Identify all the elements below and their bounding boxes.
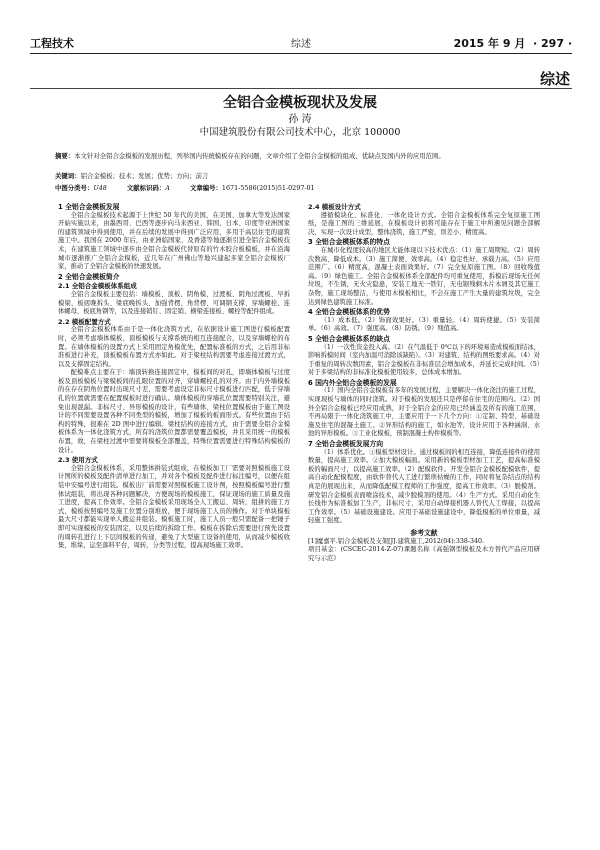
clc-value: U48 xyxy=(93,184,107,192)
issue-date: 2015 年 9 月 xyxy=(453,37,526,50)
classification-line xyxy=(55,183,545,192)
heading-s5: 5 全铝合金模板体系的缺点 xyxy=(308,334,390,343)
doc-code-label: 文献标识码： xyxy=(126,184,166,192)
keywords-text: 铝合金模板；技术；发展；优势；方向；前言 xyxy=(80,172,209,180)
paragraph: （1）国内全铝合金模板有多年的发展过程，主要解决一体化浇注的施工过程，实现现板与墙体的同时浇筑。对于模板的发展还只是停留在住宅的范围内。（2）国外全铝合金模板已经应用成熟，对于全铝合金的应用已经涵盖及所有的施工范围，不再局限于一体化浇筑施工中，主要应用于一下几个方向：①定制、特型、基础设施及住宅的混凝土施工。②异形结构的施工，如水池等，设计应用于各种涵洞、水池的异形模板。③工业化模板，预制混凝土构件模板等。 xyxy=(308,387,540,438)
section-label: 综述 xyxy=(539,70,570,88)
article-affiliation: 中国建筑股份有限公司技术中心，北京 100000 xyxy=(199,127,401,138)
paragraph: （1）一次性资金投入高。（2）在气温低于 0℃以下的环境易造成模板面结冰，影响拆模时间（室内加温可消除该缺陷）。（3）对建筑、结构的图纸要求高。（4）对于重复的周转次数因素，铝合金模板在非标准层会增加成本，并延长完成时间。（5）对于多梁结构的非标准化模板使用较多，总体成本增加。 xyxy=(308,343,540,377)
section-rule xyxy=(30,88,572,89)
paragraph: 配模难点主要在于：墙顶转换连接固定中，模板间的对孔，即墙体模板与过度板及顶板模板与梁模板间的孔眼位置的对齐，穿墙螺栓孔的对齐。由于内外墙模板的在存在阴角位置时出现尺寸差，需要考虑设定非标尺寸模板进行匹配，低于穿墙孔的位置就需要在配置模板时进行确认。墙体模板的穿墙孔位置需要特别关注，避免出现混漏。非标尺寸、异形模板的设计，有些墙体、梁柱位置模板由于施工图设计的不同需要设置各种不同类型的模板，增加了模板的板面形式。有些位置由于结构的特殊，很难在 2D 图中进行编辑。梁柱结构的连接方式，由于需要全铝合金模板体系为一体化浇筑方式，所有的浇筑位置都需要覆盖模板，并且采用统一的模板布置，故，在梁柱过渡中需要将模板全部覆盖，特殊位置需要进行特殊结构模板的设计。 xyxy=(58,369,290,454)
reference-item: [1]魔嘉平.铝合金模板及支架[J].建筑施工,2012(04):338-340. xyxy=(308,537,485,545)
abstract-label: 摘要： xyxy=(55,152,75,160)
paragraph: （1）成本低。（2）饰面效果好。（3）重量轻。（4）周转使捷。（5）安装简单。（6）高效。（7）强度高。（8）防锈。（9）残值高。 xyxy=(308,316,540,333)
clc-label: 中图分类号： xyxy=(55,184,94,192)
paragraph: 遵循模块化、标准化、一体化设计方式。全铝合金模板体系完全复原施工图纸，是施工图的三维延展，在模板设计初将可能存在于施工中所遇见问题全部解决，实现一次设计成型，整体浇筑，施工严密，误差小、精度高。 xyxy=(308,211,540,236)
journal-name: 工程技术 xyxy=(30,37,74,50)
paragraph: （1）体系优化。①模板型材设计。通过模板间的相互连接，降低连接件的使用数量，提高施工效率。②加大模板幅面。采用新的模板型材加工工艺，提高标准模板的幅面尺寸，以提高施工效率。（2）配模软件。开发全铝合金模板配模软件，提高自动化配模程度，由软件替代人工进行繁琐枯燥的工作，同时将复杂结点的结构真是的展现出来，从而降低配模工程师的工作强度，提高工作效率。（3）脱模剂。研发铝合金模板表面喷涂技术，减少脱模剂的使用。（4）生产方式。采用自动化生长线作为标准板加工生产，非标尺寸，采用自动焊接机器人替代人工焊接，以提高工作效率。（5）基础设施建设。应用于基础设施建设中，降低模板的单位重量，减轻施工强度。 xyxy=(308,448,540,525)
project-fund-note: 项目基金：(CSCEC-2014-Z-07)课题名称《高强钢型模板及木方替代产品应用研究与示范》 xyxy=(308,546,540,562)
article-author: 孙 涛 xyxy=(288,114,312,125)
doc-code-value: A xyxy=(165,184,170,192)
paragraph: 全铝合金模板技术起源于上世纪 50 年代的美国，在美国、加拿大等发达国家开始实施以来，由墨西哥、巴西等逐步向马来西亚、韩国、日本、印度等亚洲国家的建筑领域中得到使用，并在后续的发展中得到广泛应用，多用于高层住宅的建筑施工中。我国在 2000 年后，由亚洲临国家、及香港等地逐渐引进全铝合金模板技术，在建筑施工领域中逐步由全铝合金模板代替原有的竹木胶合板模板，并在沿海城市逐渐推广全铝合金模板，近几年在广州佛山等地兴建起多家全铝合金模板厂家，推动了全铝合金模板的快速发展。 xyxy=(58,211,290,271)
heading-s21: 2.1 全铝合金模板体系组成 xyxy=(58,282,137,291)
header-rule xyxy=(30,53,572,54)
paragraph: 全铝合金模板主要包括：墙模板、顶板、阴角模、过渡板、阴角过渡板、早拆模梁、板底晚拆头、梁底晚拆头、加强背楞、角背楞、可调钢支撑、穿墙螺栓、连体螺母、板底角钢等，以及连接销钉、固定销、横梁连接板、螺栓等配件组成。 xyxy=(58,290,290,316)
heading-s23: 2.3 使用方式 xyxy=(58,456,98,465)
heading-s3: 3 全铝合金模板体系的特点 xyxy=(308,238,390,247)
article-no-value: 1671-5586(2015)51-0297-01 xyxy=(221,184,315,192)
keywords xyxy=(55,171,545,180)
header-category: 综述 xyxy=(291,39,311,50)
heading-s1: 1 全铝合金模板发展 xyxy=(58,203,120,211)
paragraph: 全铝合金模板体系，采用整体拼装式组成，在模板加工厂需要对照模板施工设计图所的模板及配件清单进行加工，并对各个模板及配件进行标注编号，以便在组装中安编号进行组装。模板出厂前需要对照模板施工设计图，按照模板编号进行整体试组装，将出现各种问题解决，方便现场的模板施工，保证现场的施工质量及施工进度，提高工作效率。全铝合金模板采用现场全人工搬运、周转，组拼的施工方式，模板按照编号及施工位置分别堆放，便于现场施工人员的操作。对于单块模板最大尺寸都能实现单人搬运并组装。模板施工时，施工人员一般只需配备一把锤子即可实现模板的安装固定，以及后续的拆除工作。模板在拆除后需要进行预先设置的周转孔进行上下层间模板的传递，避免了大型施工设备的使用，从而减少模板收集，堆垛，运至落料平台，周转，分类等过程，提高现场施工效率。 xyxy=(58,464,290,550)
heading-s7: 7 全铝合金模板发展方向 xyxy=(308,440,384,449)
heading-s4: 4 全铝合金模板体系的优势 xyxy=(308,308,390,317)
article-no-label: 文章编号： xyxy=(189,184,222,192)
article-title: 全铝合金模板现状及发展 xyxy=(223,95,377,111)
heading-s22: 2.2 模板配置方式 xyxy=(58,317,111,326)
left-column xyxy=(58,202,290,657)
page-number: · 297 · xyxy=(533,37,572,50)
right-column xyxy=(308,202,540,722)
paragraph: 全铝合金模板体系由于是一体化浇筑方式，在依据设计施工图进行模板配置时，必须考虑墙体模板、顶板模板与支撑系统的相互连接配合，以及穿墙螺栓的布置。在墙体模板的设置方式上采用固定角模优先，配置标准板的方式，之后用非标准板进行补充，顶板模板布置方式亦如此。对于梁柱结构需要考虑连接过渡方式，以及支撑固定结构。 xyxy=(58,326,290,368)
heading-s24: 2.4 模板设计方式 xyxy=(308,203,361,211)
issue-page xyxy=(454,35,572,51)
heading-s6: 6 国内外全铝合金模板的发展 xyxy=(308,378,397,387)
running-header xyxy=(30,35,572,53)
abstract-text: 本文针对全铝合金模板的发展历程，列举国内传统模板存在的问题，文章介绍了全铝合金模板的组成、优缺点及国内外的应用范围。 xyxy=(74,152,445,160)
keywords-label: 关键词： xyxy=(55,172,81,180)
references-heading: 参考文献 xyxy=(410,528,438,537)
abstract xyxy=(55,152,545,161)
paragraph: 在城市化程度较高的地区尤能体现以下技术优点：（1）施工周期短。（2）周转次数高、降低成本。（3）施工简便、效率高。（4）稳定性好、承载力高。（5）应用范围广。（6）精度高，混凝土表面效果好。（7）完全复原施工图。（8）回收残值高。（9）绿色施工。全铝合金模板体系全部配件均可重复使用，拆模后现场无任何垃圾，不生锈，无火灾隐患，安装工地无一铁钉，无电锯残剩木片木屑及其它施工杂物，施工现场整洁，与使用木模板相比，不会在施工产生大量的建筑垃圾，完全达到绿色建筑施工标准。 xyxy=(308,246,540,306)
heading-s2: 2 全铝合金模板简介 xyxy=(58,272,120,281)
